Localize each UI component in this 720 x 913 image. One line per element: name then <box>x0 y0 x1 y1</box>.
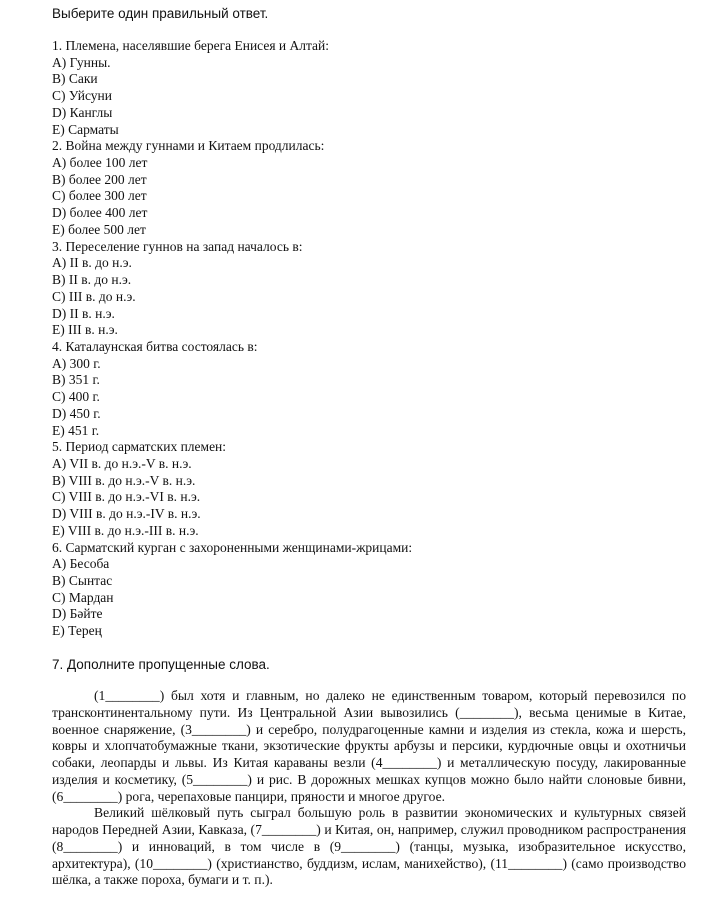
answer-option: D) более 400 лет <box>52 205 148 221</box>
section-title-fill-in: 7. Дополните пропущенные слова. <box>52 657 270 672</box>
answer-option: C) более 300 лет <box>52 188 147 204</box>
answer-option: E) Сарматы <box>52 121 119 137</box>
answer-option: A) Бесоба <box>52 556 110 572</box>
answer-option: E) Терең <box>52 623 102 639</box>
answer-option: C) VIII в. до н.э.-VI в. н.э. <box>52 489 201 505</box>
answer-option: A) более 100 лет <box>52 155 148 171</box>
paragraph: Великий шёлковый путь сыграл большую роль в развитии экономических и культурных связей народов Передней Азии, Кавказа, (7________) и Китая, он, например, служил проводником распространения (8________) и инноваций, в том числе в (9________) (танцы, музыка, изобразительное искусство, архитектура), (10________) (христианство, буддизм, ислам, манихейство), (11________) (само производство шёлка, а также пороха, бумаги и т. п.). <box>52 805 686 888</box>
answer-option: C) Уйсуни <box>52 88 112 104</box>
answer-option: E) более 500 лет <box>52 221 146 237</box>
answer-option: B) Саки <box>52 71 98 87</box>
answer-option: E) VIII в. до н.э.-III в. н.э. <box>52 522 199 538</box>
answer-option: A) II в. до н.э. <box>52 255 132 271</box>
question-text: 1. Племена, населявшие берега Енисея и Алтай: <box>52 38 330 53</box>
answer-option: A) Гунны. <box>52 54 111 70</box>
answer-option: C) Мардан <box>52 589 114 605</box>
question-text: 3. Переселение гуннов на запад началось в: <box>52 238 303 254</box>
answer-option: E) III в. н.э. <box>52 322 118 338</box>
fill-in-text <box>52 688 686 889</box>
answer-option: B) II в. до н.э. <box>52 272 132 288</box>
section-title-single-choice: Выберите один правильный ответ. <box>52 6 269 21</box>
answer-option: D) VIII в. до н.э.-IV в. н.э. <box>52 506 201 522</box>
answer-option: B) VIII в. до н.э.-V в. н.э. <box>52 472 196 488</box>
answer-option: C) III в. до н.э. <box>52 288 136 304</box>
answer-option: A) VII в. до н.э.-V в. н.э. <box>52 455 192 471</box>
question-text: 5. Период сарматских племен: <box>52 439 227 455</box>
answer-option: B) 351 г. <box>52 372 100 388</box>
answer-option: D) II в. н.э. <box>52 305 115 321</box>
answer-option: A) 300 г. <box>52 355 101 371</box>
answer-option: D) 450 г. <box>52 405 101 421</box>
answer-option: D) Бәйте <box>52 606 103 622</box>
answer-option: B) Сынтас <box>52 573 113 588</box>
answer-option: B) более 200 лет <box>52 171 147 187</box>
answer-option: C) 400 г. <box>52 389 100 405</box>
question-list <box>52 38 412 640</box>
question-text: 6. Сарматский курган с захороненными женщинами-жрицами: <box>52 539 413 555</box>
question-text: 4. Каталаунская битва состоялась в: <box>52 338 258 354</box>
answer-option: E) 451 г. <box>52 422 100 438</box>
paragraph: (1________) был хотя и главным, но далеко не единственным товаром, который перевозился по трансконтинентальному пути. Из Центральной Азии вывозились (________), весьма ценимые в Китае, военное снаряжение, (3________) и серебро, полудрагоценные камни и изделия из стекла, кожа и шерсть, ковры и хлопчатобумажные ткани, экзотические фрукты арбузы и персики, курдючные овцы и охотничьи собаки, леопарды и львы. Из Китая караваны везли (4________) и металлическую посуду, лакированные изделия и косметику, (5________) и рис. В дорожных мешках купцов можно было найти слоновые бивни, (6________) рога, черепаховые панцири, пряности и многое другое. <box>52 688 686 804</box>
question-text: 2. Война между гуннами и Китаем продлилась: <box>52 138 325 154</box>
answer-option: D) Канглы <box>52 104 113 120</box>
